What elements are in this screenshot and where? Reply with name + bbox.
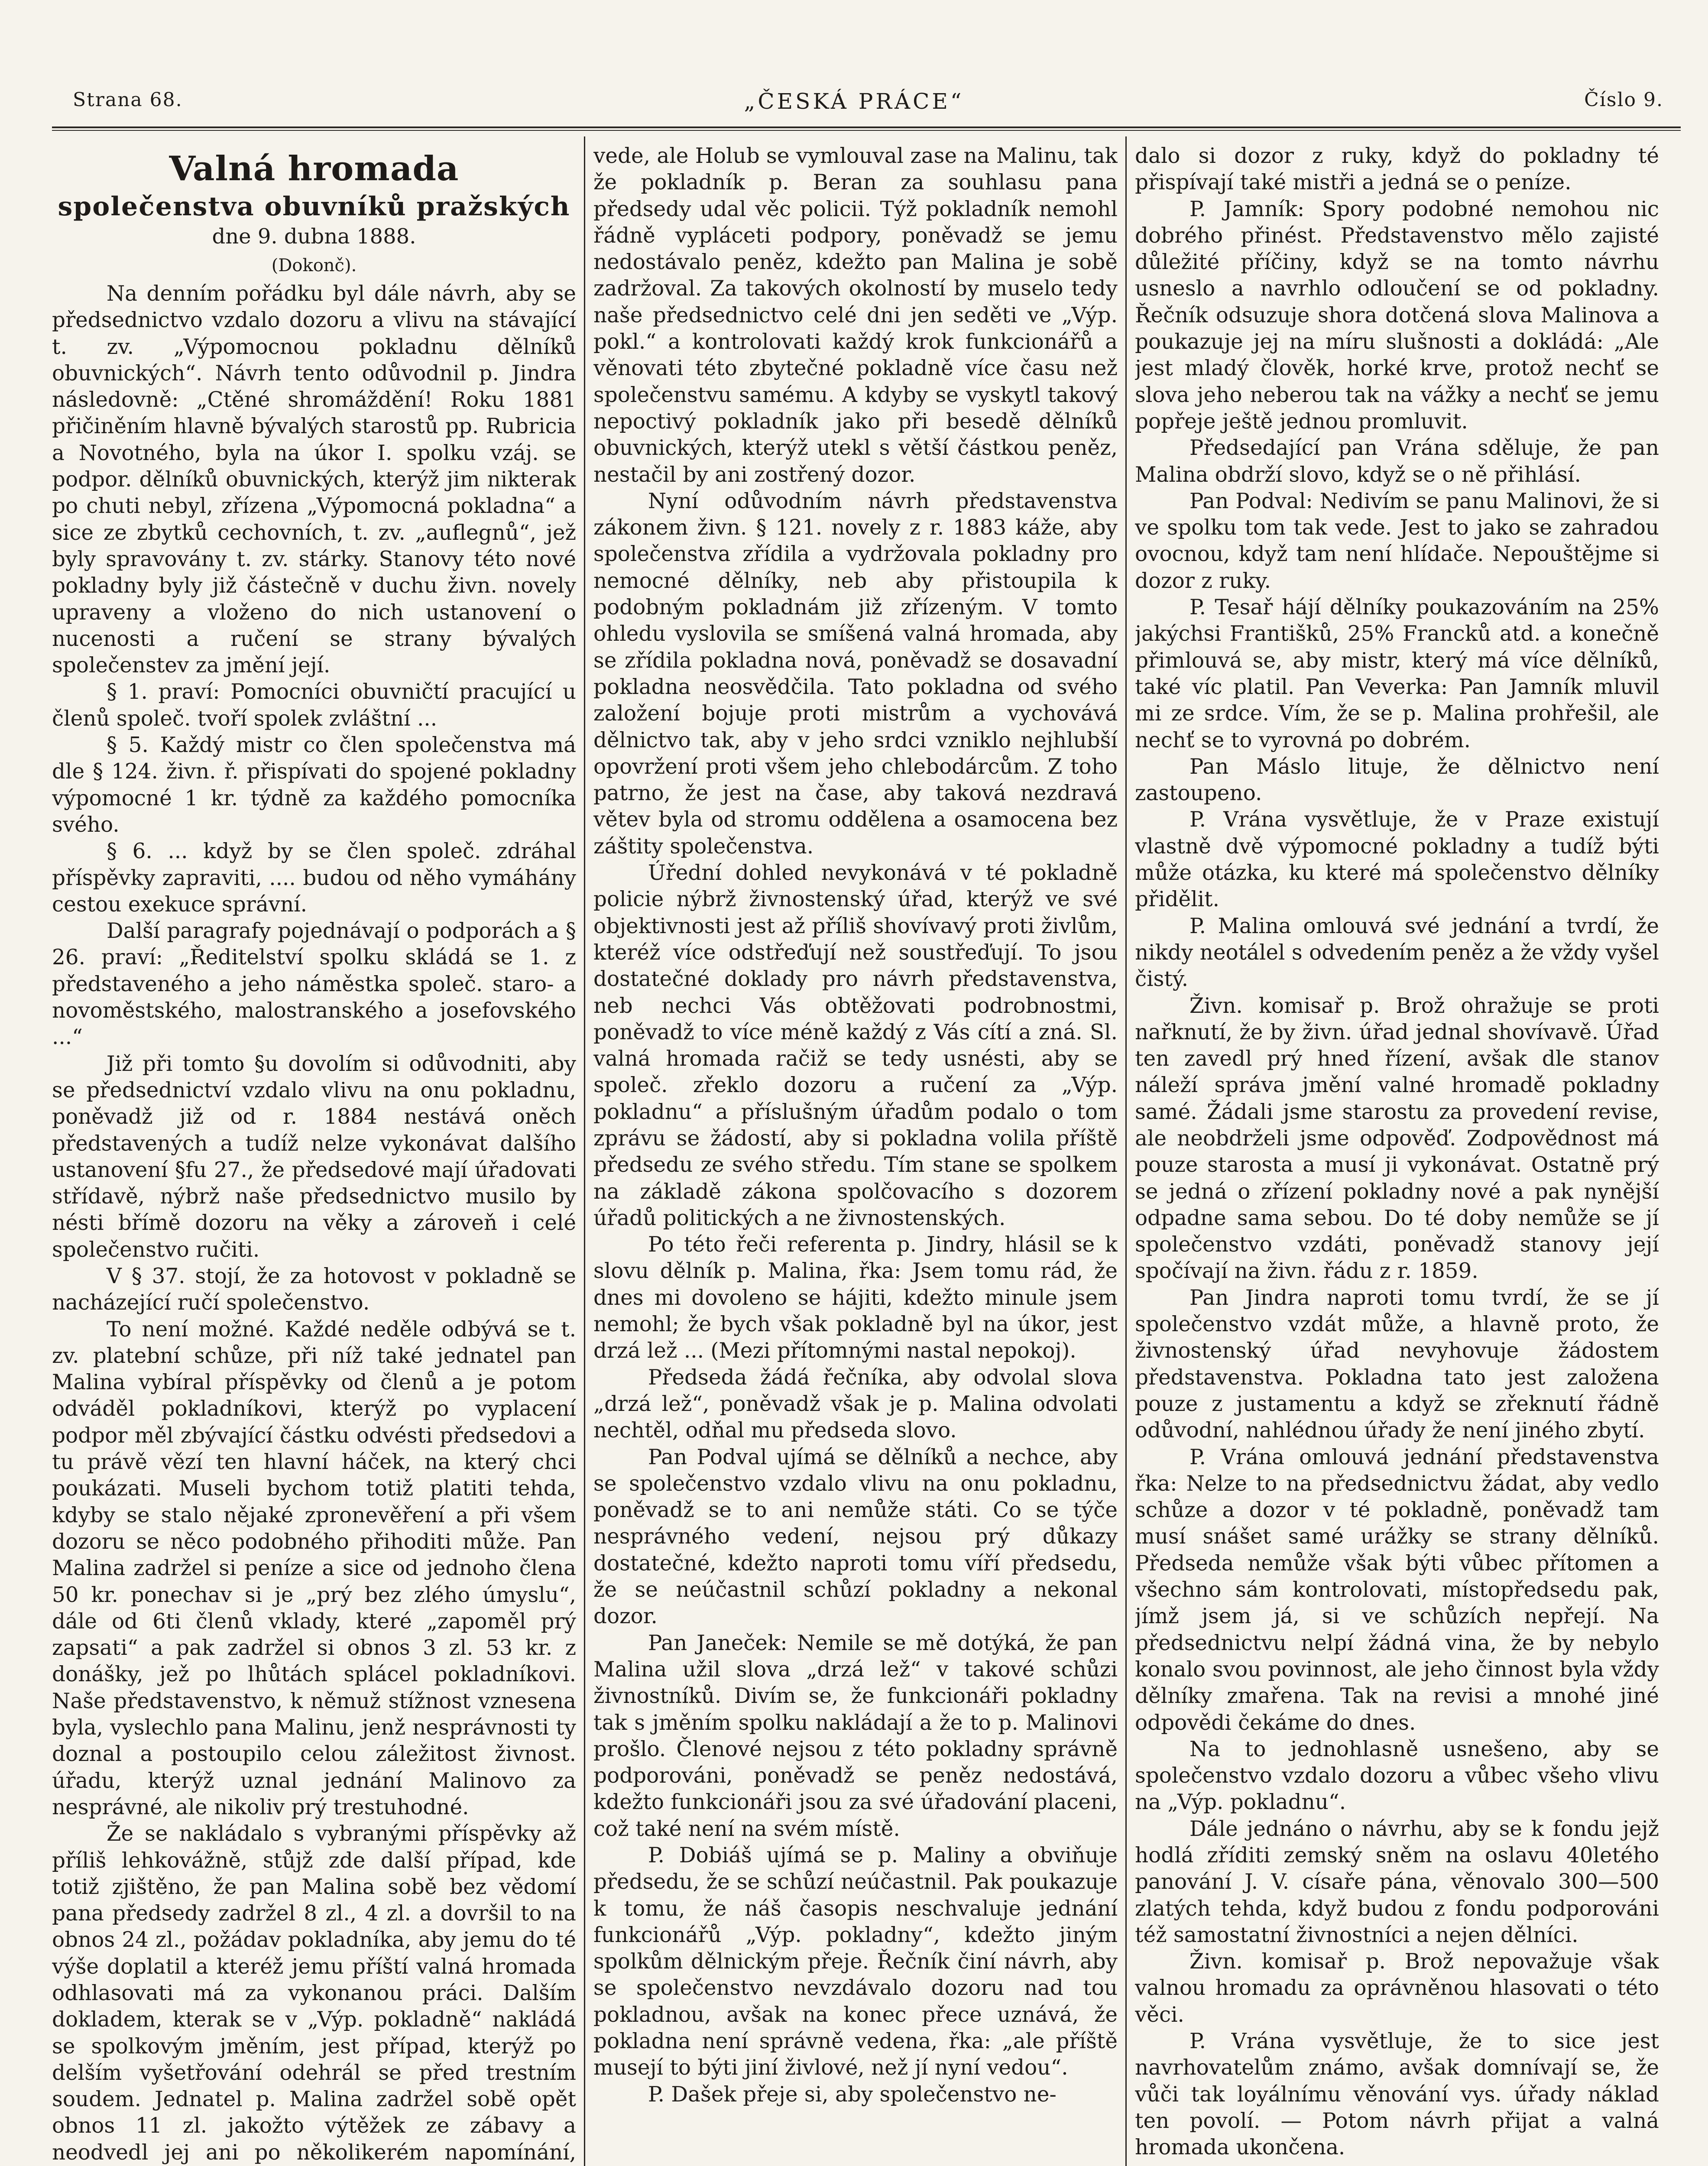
paragraph: Již při tomto §u dovolím si odůvodniti, aby se předsednictví vzdalo vlivu na onu pokladnu, poněvadž již od r. 1884 nestává oněch představených a tudíž nelze vykonávat dalšího ustanovení §fu 27., že předsedové mají úřadovati střídavě, nýbrž naše předsednictvo musilo by nésti břímě dozoru na věky a zároveň i celé společenstvo ručiti. — [52, 1051, 576, 1262]
paragraph: P. Vrána omlouvá jednání představenstva řka: Nelze to na předsednictvu žádat, aby vedlo schůze a dozor v té pokladně, poněvadž tam musí snášet samé urážky se strany dělníků. Předseda nemůže však býti vůbec přítomen a všechno sám kontrolovati, místopředsedu pak, jímž jsem já, si ve schůzích nepřejí. Na předsednictvu nelpí žádná vina, že by nebylo konalo svou povinnost, ale jeho činnost byla vždy dělníky zmařena. Tak na revisi a mnohé jiné odpovědi čekáme do dnes. — [1135, 1445, 1659, 1735]
paragraph: P. Dašek přeje si, aby společenstvo ne- — [648, 2082, 1057, 2107]
page-number: Strana 68. — [73, 89, 183, 111]
paragraph: Na denním pořádku byl dále návrh, aby se předsednictvo vzdalo dozoru a vlivu na stávající t. zv. „Výpomocnou pokladnu dělníků obuvnických“. Návrh tento odůvodnil p. Jindra následovně: „Ctěné shromáždění! Roku 1881 přičiněním hlavně bývalých starostů pp. Rubricia a Novotného, byla na úkor I. spolku vzáj. se podpor. dělníků obuvnických, kterýž jim nikterak po chuti nebyl, zřízena „Výpomocná pokladna“ a sice ze zbytků cechovních, t. zv. „auflegnů“, jež byly spravovány t. zv. stárky. Stanovy této nové pokladny byly již částečně v duchu živn. novely upraveny a vloženo do nich ustanovení o nucenosti a ručení se strany bývalých společenstev za jmění její. — [52, 282, 576, 678]
paragraph: P. Dobiáš ujímá se p. Maliny a obviňuje předsedu, že se schůzí neúčastnil. Pak poukazuje k tomu, že náš časopis neschvaluje jednání funkcionářů „Výp. pokladny“, kdežto jiným spolkům dělnickým přeje. Řečník činí návrh, aby se společenstvo nevzdávalo dozoru nad tou pokladnou, avšak na konec přece uznává, že pokladna není správně vedena, řka: „ale příště musejí to býti jiní živlové, než jí nyní vedou“. — [593, 1843, 1118, 2080]
header-rule — [52, 126, 1681, 128]
paragraph: dalo si dozor z ruky, když do pokladny té přispívají také mistři a jedná se o peníze. — [1135, 144, 1659, 195]
paragraph: V § 37. stojí, že za hotovost v pokladně se nacházející ručí společenstvo. — [52, 1264, 576, 1315]
masthead: „ČESKÁ PRÁCE“ — [744, 89, 964, 114]
paragraph: P. Tesař hájí dělníky poukazováním na 25% jakýchsi Františků, 25% Francků atd. a konečně přimlouvá se, aby mistr, který má více dělníků, také víc platil. Pan Veverka: Pan Jamník mluvil mi ze srdce. Vím, že se p. Malina prohřešil, ale nechť se to vyrovná po dobrém. — [1135, 595, 1659, 752]
paragraph: § 5. Každý mistr co člen společenstva má dle § 124. živn. ř. přispívati do spojené pokladny výpomocné 1 kr. týdně za každého pomocníka svého. — [52, 733, 576, 837]
paragraph: Dále jednáno o návrhu, aby se k fondu jejž hodlá zříditi zemský sněm na oslavu 40letého panování J. V. císaře pána, věnovalo 300—500 zlatých tehda, když budou z fondu podporováni též samostatní živnostníci a nejen dělníci. — [1135, 1816, 1659, 1947]
paragraph: Pan Podval ujímá se dělníků a nechce, aby se společenstvo vzdalo vlivu na onu pokladnu, poněvadž se to ani nemůže státi. Co se týče nesprávného vedení, nejsou prý důkazy dostatečné, kdežto naproti tomu víří předsedu, že se neúčastnil schůzí pokladny a nekonal dozor. — [593, 1445, 1118, 1629]
paragraph: P. Vrána vysvětluje, že to sice jest navrhovatelům známo, avšak domnívají se, že vůči tak loyálnímu věnování vys. úřady náklad ten povolí. — Potom návrh přijat a valná hromada ukončena. — [1135, 2029, 1659, 2160]
column-1 — [52, 143, 576, 2166]
paragraph: Pan Máslo lituje, že dělnictvo není zastoupeno. — [1135, 754, 1659, 806]
paragraph: Další paragrafy pojednávají o podporách a § 26. praví: „Ředitelství spolku skládá se 1. z představeného a jeho náměstka společ. staro- a novoměstského, malostranského a josefovského ...“ — [52, 919, 576, 1050]
article-note: (Dokonč). — [271, 256, 357, 276]
article-subtitle: společenstva obuvníků pražských — [58, 191, 570, 222]
paragraph: Živn. komisař p. Brož nepovažuje však valnou hromadu za oprávněnou hlasovati o této věci. — [1135, 1949, 1659, 2027]
paragraph: P. Jamník: Spory podobné nemohou nic dobrého přinést. Představenstvo mělo zajisté důležité příčiny, když se na tomto návrhu usneslo a navrhlo odloučení se od pokladny. Řečník odsuzuje shora dotčená slova Malinova a poukazuje jej na míru slušnosti a dokládá: „Ale jest mladý člověk, horké krve, protož nechť se slova jeho neberou tak na vážky a nechť se jemu popřeje ještě jednou promluvit. — [1135, 197, 1659, 434]
paragraph: vede, ale Holub se vymlouval zase na Malinu, tak že pokladník p. Beran za souhlasu pana předsedy udal věc policii. Týž pokladník nemohl řádně vypláceti podpory, poněvadž se jemu nedostávalo peněz, kdežto pan Malina je sobě zadržoval. Za takových okolností by muselo tedy naše předsednictvo celé dni jen seděti ve „Výp. pokl.“ a kontrolovati každý krok funkcionářů a věnovati této zbytečné pokladně více času než společenstvu samému. A kdyby se vyskytl takový nepoctivý pokladník jako při besedě dělníků obuvnických, kterýž utekl s větší částkou peněz, nestačil by ani zostřený dozor. — [593, 144, 1118, 487]
paragraph: Předseda žádá řečníka, aby odvolal slova „drzá lež“, poněvadž však je p. Malina odvolati nechtěl, odňal mu předseda slovo. — [593, 1365, 1118, 1443]
column-divider — [1125, 136, 1127, 2166]
column-2-body — [593, 143, 1118, 2108]
paragraph: Pan Jindra naproti tomu tvrdí, že se jí společenstvo vzdát může, a hlavně proto, že živnostenský úřad nevyhovuje žádostem představenstva. Pokladna tato jest založena pouze z justamentu a když se zřeknutí řádně odůvodní, nahlédnou úřady že není jiného zbytí. — [1135, 1285, 1659, 1443]
issue-number: Číslo 9. — [1584, 89, 1663, 111]
column-3 — [1135, 143, 1659, 2166]
paragraph: P. Vrána vysvětluje, že v Praze existují vlastně dvě výpomocné pokladny a tudíž býti může otázka, ku které má společenstvo dělníky přidělit. — [1135, 807, 1659, 912]
paragraph: Úřední dohled nevykonává v té pokladně policie nýbrž živnostenský úřad, kterýž ve své objektivnosti jest až příliš shovívavý proti živlům, kteréž více odstřeďují než soustřeďují. To jsou dostatečné doklady pro návrh představenstva, neb nechci Vás obtěžovati podrobnostmi, poněvadž to více méně každý z Vás cítí a zná. Sl. valná hromada račiž se tedy usnésti, aby se společ. zřeklo dozoru a ručení za „Výp. pokladnu“ a příslušným úřadům podalo o tom zprávu se žádostí, aby si pokladna volila příště předsedu ze svého středu. Tím stane se spolkem na základě zákona spolčovacího s dozorem úřadů politických a ne živnostenských. — [593, 861, 1118, 1230]
paragraph: Živn. komisař p. Brož ohražuje se proti nařknutí, že by živn. úřad jednal shovívavě. Úřad ten zavedl prý hned řízení, avšak dle stanov náleží správa jmění valné hromadě pokladny samé. Žádali jsme starostu za provedení revise, ale neobdrželi jsme odpověď. Zodpovědnost má pouze starosta a musí ji vykonávat. Ostatně prý se jedná o zřízení pokladny nové a pak nynější odpadne sama sebou. Do té doby nemůže se jí společenstvo vzdáti, poněvadž stanovy její spočívají na živn. řádu z r. 1859. — [1135, 993, 1659, 1284]
header-rule-thin — [52, 130, 1681, 131]
paragraph: § 6. ... když by se člen společ. zdráhal příspěvky zapraviti, .... budou od něho vymáhány cestou exekuce správní. — [52, 839, 576, 917]
paragraph: Na to jednohlasně usnešeno, aby se společenstvo vzdalo dozoru a vůbec všeho vlivu na „Výp. pokladnu“. — [1135, 1737, 1659, 1815]
paragraph: Že se nakládalo s vybranými příspěvky až příliš lehkovážně, stůjž zde další případ, kde totiž zjištěno, že pan Malina sobě bez vědomí pana předsedy zadržel 8 zl., 4 zl. a dovršil to na obnos 24 zl., požádav pokladníka, aby jemu do té výše doplatil a kteréž jemu příští valná hromada odhlasovati má za vykonanou práci. Dalším dokladem, kterak se v „Výp. pokladně“ nakládá se spolkovým jměním, jest případ, kterýž po delším vyšetřování odehrál se před trestním soudem. Jednatel p. Malina zadržel sobě opět obnos 11 zl. jakožto výtěžek ze zábavy a neodvedl jej ani po několikerém napomínání, — [52, 1822, 576, 2165]
article-title: Valná hromada — [169, 149, 459, 188]
paragraph: § 1. praví: Pomocníci obuvničtí pracující u členů společ. tvoří spolek zvláštní ... — [52, 680, 576, 731]
column-1-body — [52, 281, 576, 2166]
column-divider — [584, 136, 585, 2166]
paragraph: Předsedající pan Vrána sděluje, že pan Malina obdrží slovo, když se o ně přihlásí. — [1135, 436, 1659, 487]
column-2 — [593, 143, 1118, 2166]
column-3-body — [1135, 143, 1659, 2161]
paragraph: To není možné. Každé neděle odbývá se t. zv. platební schůze, při níž také jednatel pan Malina vybíral příspěvky od členů a je potom odváděl pokladníkovi, kterýž po vyplacení podpor měl zbývající částku odvésti předsedovi a tu právě vězí ten hlavní háček, na který chci poukázati. Museli bychom totiž platiti tehda, kdyby se stalo nějaké zpronevěření a při všem dozoru se něco podobného přihoditi může. Pan Malina zadržel si peníze a sice od jednoho člena 50 kr. ponechav si je „prý bez zlého úmyslu“, dále od 6ti členů vklady, které „zapoměl prý zapsati“ a pak zadržel si obnos 3 zl. 53 kr. z donášky, jež po lhůtách splácel pokladníkovi. Naše představenstvo, k němuž stížnost vznesena byla, vyslechlo pana Malinu, jenž nesprávnosti ty doznal a postoupilo celou záležitost živnost. úřadu, kterýž uznal jednání Malinovo za nesprávné, ale nikoliv prý trestuhodné. — [52, 1317, 576, 1819]
paragraph: Pan Podval: Nedivím se panu Malinovi, že si ve spolku tom tak vede. Jest to jako se zahradou ovocnou, když tam není hlídače. Nepouštějme si dozor z ruky. — [1135, 489, 1659, 593]
paragraph: Pan Janeček: Nemile se mě dotýká, že pan Malina užil slova „drzá lež“ v takové schůzi živnostníků. Divím se, že funkcionáři pokladny tak s jměním spolku nakládají a že to p. Malinovi prošlo. Členové nejsou z této pokladny správně podporováni, poněvadž se peněz nedostává, kdežto funkcionáři jsou za své úřadování placeni, což také není na svém místě. — [593, 1631, 1118, 1841]
paragraph: P. Malina omlouvá své jednání a tvrdí, že nikdy neotálel s odvedením peněz a že vždy vyšel čistý. — [1135, 914, 1659, 992]
paragraph: Po této řeči referenta p. Jindry, hlásil se k slovu dělník p. Malina, řka: Jsem tomu rád, že dnes mi dovoleno se hájiti, kdežto minule jsem nemohl; že bych však pokladně byl na úkor, jest drzá lež ... (Mezi přítomnými nastal nepokoj). — [593, 1232, 1118, 1363]
paragraph: Nyní odůvodním návrh představenstva zákonem živn. § 121. novely z r. 1883 káže, aby společenstva zřídila a vydržovala pokladny pro nemocné dělníky, neb aby přistoupila k podobným pokladnám již zřízeným. V tomto ohledu vyslovila se smíšená valná hromada, aby se zřídila pokladna nová, poněvadž se dosavadní pokladna neosvědčila. Tato pokladna od svého založení bojuje proti mistrům a vychovává dělnictvo tak, aby v jeho srdci vzniklo nejhlubší opovržení proti všem jeho chlebodárcům. Z toho patrno, že jest na čase, aby taková nezdravá větev byla od stromu oddělena a osamocena bez záštity společenstva. — [593, 489, 1118, 859]
article-date: dne 9. dubna 1888. — [212, 224, 416, 249]
